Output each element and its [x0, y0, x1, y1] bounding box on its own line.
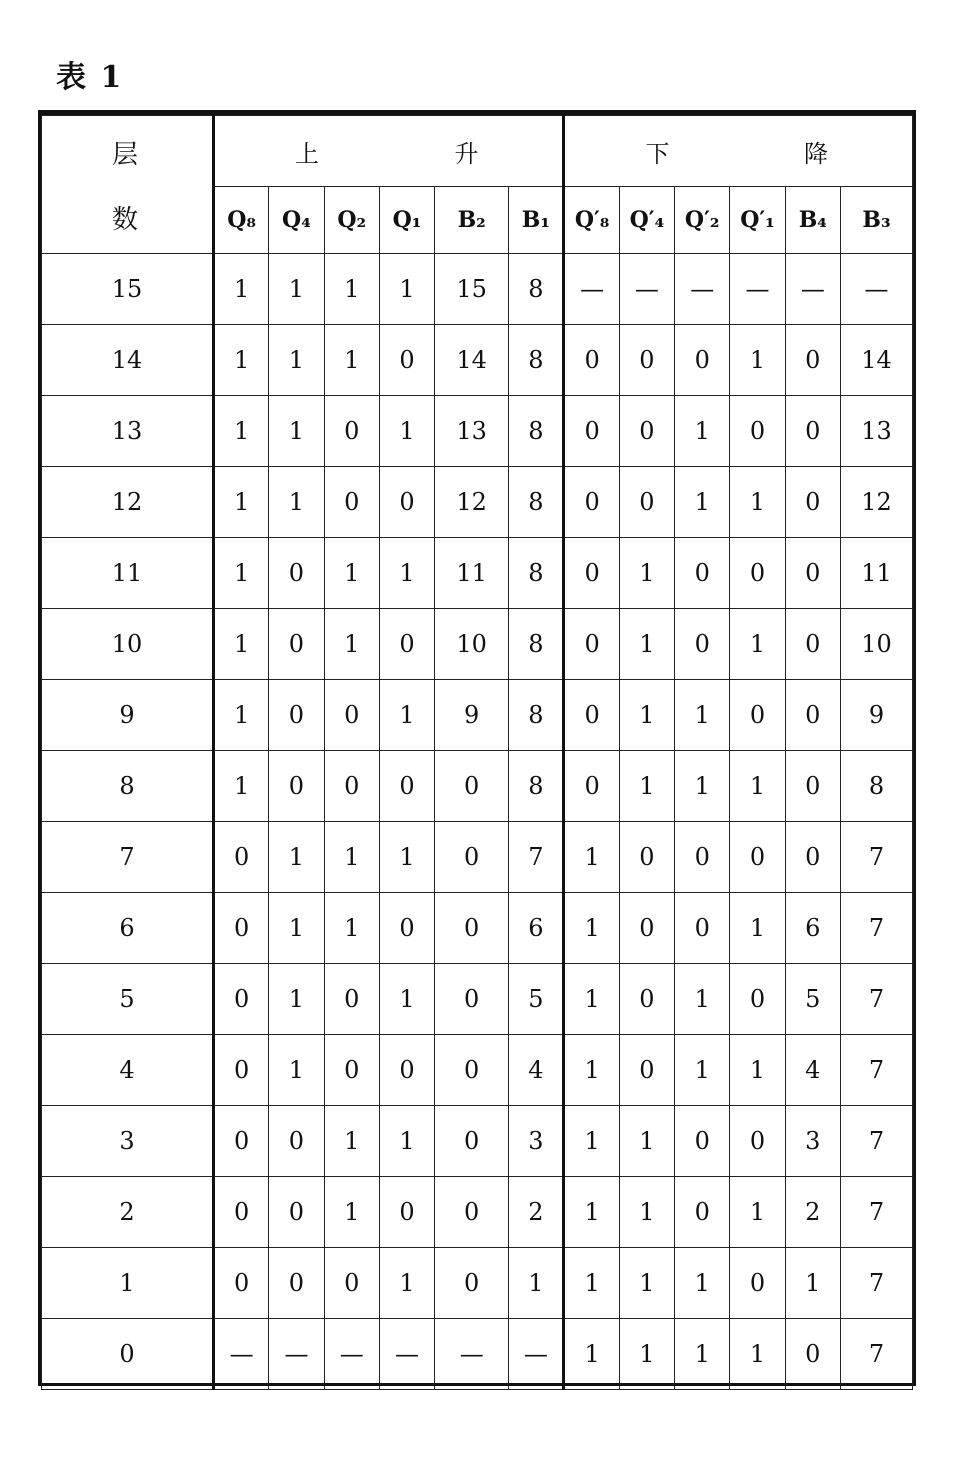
table-cell: 0: [730, 680, 785, 751]
table-cell: 1: [214, 254, 269, 325]
table-body: [42, 254, 913, 1390]
table-cell: 15: [435, 254, 509, 325]
table-cell: 0: [785, 538, 840, 609]
table-cell: 1: [564, 964, 619, 1035]
table-cell: 0: [324, 1248, 379, 1319]
col-header: B₂: [435, 187, 509, 254]
table-cell: 1: [619, 1177, 674, 1248]
floor-number-cell: 4: [42, 1035, 214, 1106]
table-cell: 8: [509, 325, 564, 396]
floor-number-cell: 8: [42, 751, 214, 822]
table-cell: 1: [675, 680, 730, 751]
table-cell: 8: [509, 254, 564, 325]
col-header: B₃: [840, 187, 912, 254]
table-cell: 0: [619, 822, 674, 893]
table-cell: 0: [785, 1319, 840, 1390]
table-cell: —: [675, 254, 730, 325]
table-cell: 1: [379, 396, 434, 467]
table-cell: 0: [619, 325, 674, 396]
table-cell: 0: [214, 1248, 269, 1319]
floor-number-cell: 0: [42, 1319, 214, 1390]
table-cell: 0: [435, 964, 509, 1035]
table-row: [42, 325, 913, 396]
table-cell: 1: [269, 822, 324, 893]
table-cell: 0: [435, 1177, 509, 1248]
table-cell: 8: [509, 467, 564, 538]
group-header-row: [42, 116, 913, 187]
table-cell: 1: [214, 467, 269, 538]
table-cell: 0: [564, 396, 619, 467]
table-cell: 0: [269, 680, 324, 751]
table-cell: 0: [564, 538, 619, 609]
table-cell: 0: [564, 467, 619, 538]
table-cell: 1: [379, 538, 434, 609]
table-cell: 0: [730, 1106, 785, 1177]
table-cell: 1: [730, 325, 785, 396]
table-cell: 13: [435, 396, 509, 467]
table-cell: 1: [324, 822, 379, 893]
table-cell: 1: [269, 467, 324, 538]
table-cell: 0: [564, 325, 619, 396]
table-cell: 1: [675, 1319, 730, 1390]
table-cell: 1: [619, 751, 674, 822]
table-cell: 14: [840, 325, 912, 396]
table-cell: 7: [509, 822, 564, 893]
table-cell: 1: [564, 1035, 619, 1106]
table-cell: 1: [214, 538, 269, 609]
table-cell: —: [564, 254, 619, 325]
table-cell: 0: [619, 893, 674, 964]
table-cell: 2: [509, 1177, 564, 1248]
table-cell: 1: [564, 893, 619, 964]
table-cell: 0: [785, 396, 840, 467]
table-cell: 0: [785, 751, 840, 822]
table-cell: 0: [379, 467, 434, 538]
table-cell: 6: [785, 893, 840, 964]
table-cell: 0: [435, 893, 509, 964]
table-cell: 11: [840, 538, 912, 609]
table-cell: 1: [675, 1248, 730, 1319]
table-cell: 7: [840, 893, 912, 964]
table-cell: 0: [269, 1106, 324, 1177]
col-header: Q₄: [269, 187, 324, 254]
floor-column-header: [42, 116, 214, 254]
table-cell: 14: [435, 325, 509, 396]
col-header: B₁: [509, 187, 564, 254]
table-cell: 8: [509, 538, 564, 609]
table-cell: 1: [564, 1106, 619, 1177]
group-up-char-2: 升: [454, 139, 483, 168]
table-cell: 0: [619, 396, 674, 467]
table-cell: 4: [785, 1035, 840, 1106]
table-cell: 0: [324, 1035, 379, 1106]
table-cell: 0: [785, 680, 840, 751]
table-cell: 0: [214, 1106, 269, 1177]
table-row: [42, 467, 913, 538]
floor-number-cell: 10: [42, 609, 214, 680]
table-cell: 0: [619, 467, 674, 538]
table-cell: 1: [730, 609, 785, 680]
table-cell: 0: [269, 609, 324, 680]
table-cell: 1: [324, 538, 379, 609]
table-cell: 0: [564, 680, 619, 751]
table-cell: 1: [509, 1248, 564, 1319]
table-row: [42, 396, 913, 467]
table-cell: —: [324, 1319, 379, 1390]
table-cell: 0: [379, 609, 434, 680]
table-cell: 0: [324, 751, 379, 822]
table-cell: 5: [785, 964, 840, 1035]
table-cell: 0: [675, 1106, 730, 1177]
table-cell: 1: [379, 822, 434, 893]
floor-number-cell: 2: [42, 1177, 214, 1248]
table-cell: 0: [435, 822, 509, 893]
table-cell: 1: [269, 325, 324, 396]
table-cell: 10: [840, 609, 912, 680]
table-cell: 0: [269, 751, 324, 822]
table-cell: 1: [675, 751, 730, 822]
table-cell: —: [435, 1319, 509, 1390]
table-cell: 1: [269, 254, 324, 325]
table-cell: 0: [269, 538, 324, 609]
table-cell: 7: [840, 1248, 912, 1319]
table-cell: —: [269, 1319, 324, 1390]
table-cell: 1: [730, 1035, 785, 1106]
table-cell: 1: [619, 1248, 674, 1319]
table-cell: 1: [324, 893, 379, 964]
table-cell: 7: [840, 1106, 912, 1177]
col-header: B₄: [785, 187, 840, 254]
table-cell: 0: [379, 751, 434, 822]
table-cell: 8: [840, 751, 912, 822]
floor-header-top: 层: [111, 139, 142, 170]
table-cell: 1: [214, 751, 269, 822]
table-cell: 1: [675, 964, 730, 1035]
table-cell: 0: [324, 964, 379, 1035]
group-down-char-1: 下: [645, 139, 674, 168]
table-row: [42, 538, 913, 609]
table-cell: 1: [324, 254, 379, 325]
table-cell: 0: [214, 822, 269, 893]
table-row: [42, 1177, 913, 1248]
table-cell: 3: [509, 1106, 564, 1177]
table-cell: —: [730, 254, 785, 325]
table-cell: 0: [730, 822, 785, 893]
table-cell: 12: [840, 467, 912, 538]
table-cell: 0: [675, 609, 730, 680]
floor-number-cell: 1: [42, 1248, 214, 1319]
table-cell: 8: [509, 396, 564, 467]
table-cell: 0: [435, 1106, 509, 1177]
group-up-char-1: 上: [295, 139, 323, 168]
floor-code-table: [38, 110, 916, 1386]
floor-number-cell: 12: [42, 467, 214, 538]
table-cell: 0: [435, 1248, 509, 1319]
table-cell: 1: [324, 325, 379, 396]
table-row: [42, 893, 913, 964]
floor-number-cell: 13: [42, 396, 214, 467]
table-cell: 0: [785, 467, 840, 538]
table-cell: 0: [564, 751, 619, 822]
floor-number-cell: 7: [42, 822, 214, 893]
table-row: [42, 609, 913, 680]
table-cell: 1: [379, 1248, 434, 1319]
floor-number-cell: 9: [42, 680, 214, 751]
table-row: [42, 680, 913, 751]
table-cell: 1: [269, 964, 324, 1035]
table-cell: 0: [619, 964, 674, 1035]
table-cell: 0: [675, 1177, 730, 1248]
table-cell: 0: [730, 1248, 785, 1319]
table-row: [42, 751, 913, 822]
col-header: Q₈: [214, 187, 269, 254]
table-cell: 1: [324, 1177, 379, 1248]
table-cell: 9: [435, 680, 509, 751]
table-cell: 0: [324, 467, 379, 538]
group-down-char-2: 降: [804, 139, 832, 168]
table-cell: 1: [379, 680, 434, 751]
table-cell: 0: [214, 893, 269, 964]
table-cell: 1: [730, 893, 785, 964]
table-cell: —: [619, 254, 674, 325]
table-cell: 7: [840, 822, 912, 893]
col-header: Q′₈: [564, 187, 619, 254]
table-cell: 1: [564, 1248, 619, 1319]
table-cell: 0: [675, 893, 730, 964]
table-cell: 0: [785, 609, 840, 680]
table-cell: 8: [509, 609, 564, 680]
table-cell: 1: [619, 1319, 674, 1390]
table-cell: 0: [324, 680, 379, 751]
table-row: [42, 822, 913, 893]
table-cell: —: [840, 254, 912, 325]
table-cell: 1: [619, 680, 674, 751]
table-cell: 0: [435, 1035, 509, 1106]
table-cell: 1: [564, 1177, 619, 1248]
table-cell: 0: [564, 609, 619, 680]
group-header-up: [214, 116, 564, 187]
table-cell: 10: [435, 609, 509, 680]
table-cell: 9: [840, 680, 912, 751]
table-cell: 1: [269, 893, 324, 964]
col-header: Q′₂: [675, 187, 730, 254]
table-cell: 1: [675, 396, 730, 467]
col-header: Q′₄: [619, 187, 674, 254]
table-cell: 0: [730, 538, 785, 609]
table-cell: 1: [564, 1319, 619, 1390]
data-table: [41, 115, 913, 1390]
table-cell: 1: [730, 1177, 785, 1248]
table-cell: 0: [269, 1248, 324, 1319]
table-cell: 7: [840, 1035, 912, 1106]
table-cell: —: [379, 1319, 434, 1390]
table-cell: 8: [509, 751, 564, 822]
table-cell: 7: [840, 1177, 912, 1248]
table-cell: 0: [730, 396, 785, 467]
table-cell: 12: [435, 467, 509, 538]
table-cell: 0: [214, 1035, 269, 1106]
table-cell: 0: [214, 1177, 269, 1248]
table-cell: 7: [840, 1319, 912, 1390]
table-cell: 0: [785, 325, 840, 396]
table-row: [42, 1106, 913, 1177]
table-cell: 1: [730, 751, 785, 822]
table-row: [42, 1035, 913, 1106]
table-cell: 1: [730, 467, 785, 538]
table-cell: 0: [675, 822, 730, 893]
table-cell: 0: [379, 325, 434, 396]
table-cell: —: [214, 1319, 269, 1390]
table-cell: 1: [269, 396, 324, 467]
table-cell: 1: [619, 609, 674, 680]
floor-number-cell: 6: [42, 893, 214, 964]
table-row: [42, 254, 913, 325]
col-header: Q′₁: [730, 187, 785, 254]
table-cell: 1: [379, 254, 434, 325]
table-cell: 0: [324, 396, 379, 467]
floor-number-cell: 14: [42, 325, 214, 396]
table-cell: 1: [785, 1248, 840, 1319]
table-cell: 0: [435, 751, 509, 822]
table-cell: 0: [675, 325, 730, 396]
floor-number-cell: 5: [42, 964, 214, 1035]
table-cell: 3: [785, 1106, 840, 1177]
col-header: Q₂: [324, 187, 379, 254]
table-cell: 5: [509, 964, 564, 1035]
table-cell: 1: [675, 467, 730, 538]
table-cell: 1: [324, 1106, 379, 1177]
table-row: [42, 1319, 913, 1390]
table-cell: 2: [785, 1177, 840, 1248]
table-cell: 1: [214, 396, 269, 467]
floor-header-bottom: 数: [111, 204, 142, 235]
floor-number-cell: 11: [42, 538, 214, 609]
table-cell: 0: [214, 964, 269, 1035]
table-cell: 1: [214, 680, 269, 751]
table-cell: 0: [379, 1177, 434, 1248]
table-cell: —: [509, 1319, 564, 1390]
table-cell: 0: [619, 1035, 674, 1106]
table-cell: 0: [730, 964, 785, 1035]
table-cell: 1: [214, 325, 269, 396]
table-cell: 6: [509, 893, 564, 964]
table-cell: 4: [509, 1035, 564, 1106]
table-cell: 1: [324, 609, 379, 680]
table-cell: 1: [379, 964, 434, 1035]
table-cell: 1: [269, 1035, 324, 1106]
table-cell: 0: [379, 1035, 434, 1106]
col-header: Q₁: [379, 187, 434, 254]
table-cell: 13: [840, 396, 912, 467]
table-cell: 1: [730, 1319, 785, 1390]
table-cell: 1: [214, 609, 269, 680]
group-header-down: [564, 116, 913, 187]
floor-number-cell: 15: [42, 254, 214, 325]
table-cell: 1: [619, 1106, 674, 1177]
table-cell: 1: [379, 1106, 434, 1177]
floor-number-cell: 3: [42, 1106, 214, 1177]
table-cell: 0: [379, 893, 434, 964]
table-cell: 1: [619, 538, 674, 609]
table-cell: 1: [675, 1035, 730, 1106]
table-row: [42, 1248, 913, 1319]
table-cell: 7: [840, 964, 912, 1035]
table-cell: 0: [785, 822, 840, 893]
table-caption: 表 1: [56, 60, 124, 95]
table-row: [42, 964, 913, 1035]
table-cell: 11: [435, 538, 509, 609]
table-cell: 0: [675, 538, 730, 609]
table-cell: 0: [269, 1177, 324, 1248]
table-cell: 1: [564, 822, 619, 893]
table-cell: 8: [509, 680, 564, 751]
table-cell: —: [785, 254, 840, 325]
